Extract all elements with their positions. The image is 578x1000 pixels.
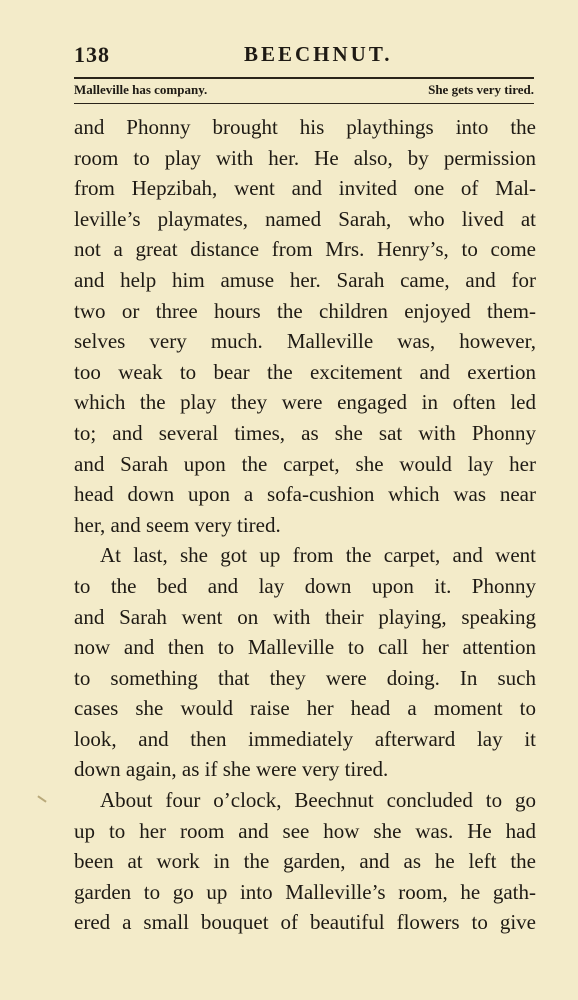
text-line: and Sarah went on with their playing, speaking xyxy=(74,604,536,629)
text-line: About four o’clock, Beechnut concluded to go xyxy=(100,788,536,813)
text-line: cases she would raise her head a moment to xyxy=(74,696,536,721)
text-line: which the play they were engaged in often led xyxy=(74,390,536,415)
text-line: down again, as if she were very tired. xyxy=(74,757,389,782)
text-line: not a great distance from Mrs. Henry’s, to come xyxy=(74,237,536,262)
text-line: been at work in the garden, and as he left the xyxy=(74,849,536,874)
text-line: and Sarah upon the carpet, she would lay her xyxy=(74,451,536,476)
left-subhead: Malleville has company. xyxy=(74,82,208,97)
text-line: to something that they were doing. In such xyxy=(74,665,536,690)
text-line: now and then to Malleville to call her attention xyxy=(74,635,536,660)
text-line: to the bed and lay down upon it. Phonny xyxy=(74,573,536,598)
text-line: ered a small bouquet of beautiful flowers to give xyxy=(74,910,536,935)
text-line: and Phonny brought his playthings into the xyxy=(74,115,536,139)
text-line: to; and several times, as she sat with Phonny xyxy=(74,420,536,445)
text-line: two or three hours the children enjoyed them- xyxy=(74,298,536,323)
header-subheads xyxy=(74,80,534,100)
text-line: At last, she got up from the carpet, and went xyxy=(100,543,536,568)
header-rule-bottom xyxy=(74,103,534,104)
text-line: from Hepzibah, went and invited one of Mal- xyxy=(74,176,536,201)
right-subhead: She gets very tired. xyxy=(428,82,534,97)
header-rule-top xyxy=(74,77,534,79)
page-header xyxy=(74,42,534,72)
page-number: 138 xyxy=(74,42,110,67)
text-line: room to play with her. He also, by permission xyxy=(74,145,536,170)
text-line: up to her room and see how she was. He had xyxy=(74,818,536,843)
text-line: her, and seem very tired. xyxy=(74,512,281,537)
text-line: too weak to bear the excitement and exertion xyxy=(74,359,536,384)
running-title: BEECHNUT. xyxy=(244,42,393,66)
text-line: garden to go up into Malleville’s room, he gath- xyxy=(74,879,536,904)
text-line: leville’s playmates, named Sarah, who lived at xyxy=(74,206,536,231)
page-body xyxy=(74,112,536,938)
margin-mark xyxy=(37,795,46,802)
text-line: and help him amuse her. Sarah came, and for xyxy=(74,267,536,292)
text-line: head down upon a sofa-cushion which was near xyxy=(74,482,536,507)
text-line: look, and then immediately afterward lay it xyxy=(74,726,536,751)
text-line: selves very much. Malleville was, however, xyxy=(74,329,536,354)
